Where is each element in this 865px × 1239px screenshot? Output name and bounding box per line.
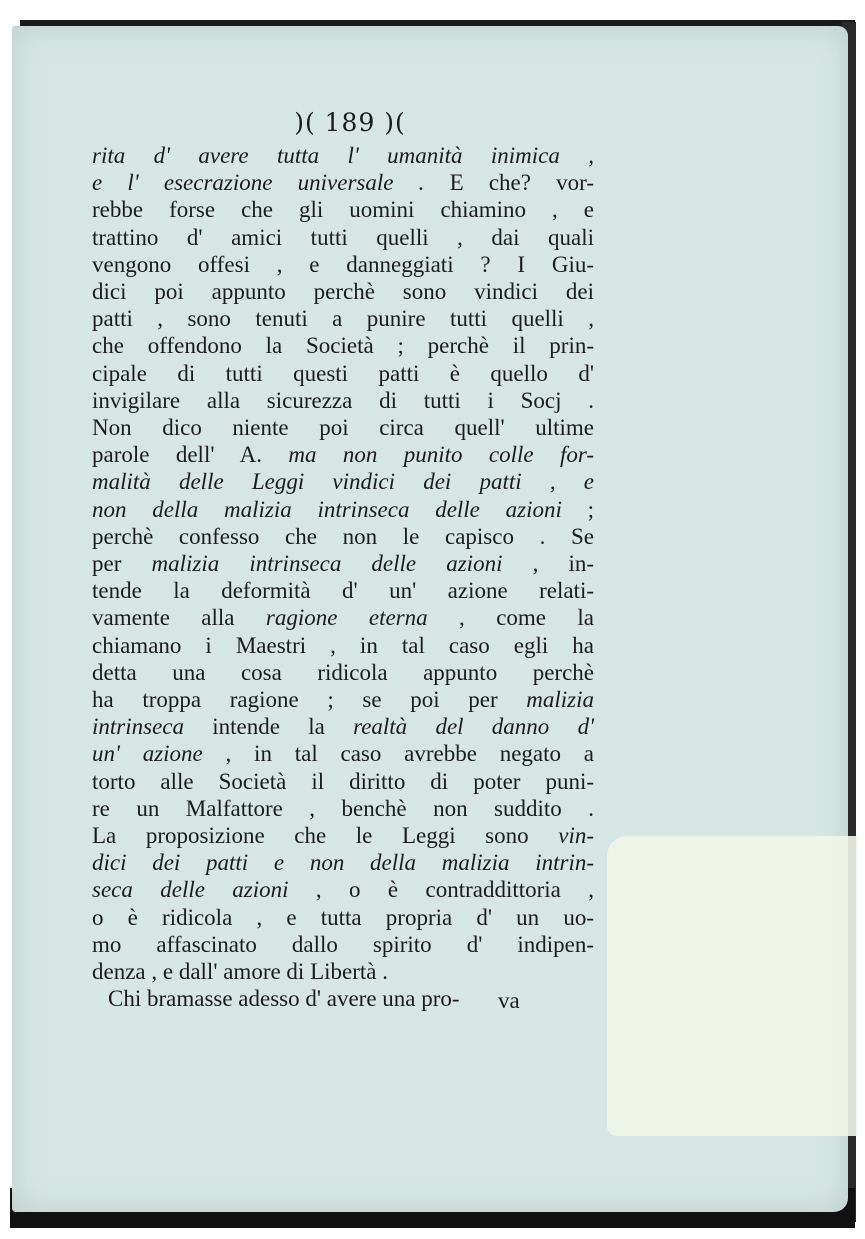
text-segment: re un Malfattore , benchè non suddito .	[92, 795, 594, 821]
text-line	[92, 740, 594, 767]
text-line	[92, 468, 594, 495]
text-line	[92, 632, 594, 659]
italic-phrase: realtà del danno d'	[353, 714, 594, 740]
text-line	[92, 305, 594, 332]
italic-phrase: un' azione	[92, 741, 203, 767]
italic-phrase: malizia intrinseca delle azioni	[151, 551, 503, 577]
text-line	[92, 387, 594, 414]
catchword: va	[498, 988, 520, 1013]
text-segment: che offendono la Società ; perchè il prin-	[92, 333, 594, 359]
text-segment: mo affascinato dallo spirito d' indipen-	[92, 931, 594, 957]
text-line	[92, 523, 594, 550]
italic-phrase: ma non punito colle for-	[288, 442, 594, 468]
text-line	[92, 550, 594, 577]
text-line	[92, 414, 594, 441]
text-segment: ha troppa ragione ; se poi per	[92, 687, 527, 713]
page-body-text	[92, 142, 594, 1013]
text-line	[92, 931, 594, 958]
text-line	[92, 686, 594, 713]
text-segment: denza , e dall' amore di Libertà .	[92, 959, 388, 985]
text-segment: intende la	[184, 714, 354, 740]
text-segment: , come la	[427, 605, 595, 631]
text-line	[92, 958, 594, 985]
page-number: )( 189 )(	[294, 108, 406, 137]
text-line	[92, 224, 594, 251]
italic-phrase: vin-	[558, 823, 594, 849]
text-segment: vengono offesi , e danneggiati ? I Giu-	[92, 251, 594, 277]
text-line	[92, 577, 594, 604]
text-segment: per	[92, 551, 152, 577]
text-segment: tende la deformità d' un' azione relati-	[92, 578, 594, 604]
italic-phrase: dici dei patti e non della malizia intrin-	[92, 850, 594, 876]
text-line	[92, 441, 594, 468]
text-segment: , o è contraddittoria ,	[288, 877, 595, 903]
italic-phrase: rita d' avere tutta l' umanità inimica ,	[92, 143, 594, 168]
text-segment: patti , sono tenuti a punire tutti quelli ,	[92, 306, 594, 332]
text-line	[92, 496, 594, 523]
text-line	[92, 332, 594, 359]
italic-phrase: intrinseca	[92, 714, 184, 740]
text-line	[92, 822, 594, 849]
text-line	[92, 795, 594, 822]
text-segment: vamente alla	[92, 605, 266, 631]
text-line	[92, 169, 594, 196]
paper-worn-area	[607, 836, 857, 1136]
italic-phrase: e l' esecrazione universale .	[92, 170, 450, 196]
text-line	[92, 849, 594, 876]
text-segment: Non dico niente poi circa quell' ultime	[92, 415, 594, 441]
text-segment: rebbe forse che gli uomini chiamino , e	[92, 197, 594, 223]
text-segment: trattino d' amici tutti quelli , dai quali	[92, 224, 594, 250]
text-line	[92, 904, 594, 931]
text-segment: La proposizione che le Leggi sono	[92, 823, 559, 849]
text-line	[92, 604, 594, 631]
italic-phrase: malità delle Leggi vindici dei patti , e	[92, 469, 594, 495]
text-line	[92, 196, 594, 223]
text-segment: , in tal caso avrebbe negato a	[202, 741, 595, 767]
text-segment: Chi bramasse adesso d' avere una pro-	[108, 986, 460, 1012]
text-segment: perchè confesso che non le capisco . Se	[92, 523, 594, 549]
text-segment: dici poi appunto perchè sono vindici dei	[92, 279, 594, 305]
italic-phrase: ragione eterna	[265, 605, 428, 631]
text-line	[92, 142, 594, 169]
text-line	[92, 360, 594, 387]
italic-phrase: malizia	[526, 687, 594, 713]
text-line	[92, 278, 594, 305]
text-line	[92, 768, 594, 795]
text-segment: chiamano i Maestri , in tal caso egli ha	[92, 632, 594, 658]
italic-phrase: non della malizia intrinseca delle azioni	[92, 496, 562, 522]
text-line	[92, 251, 594, 278]
text-segment: o è ridicola , e tutta propria d' un uo-	[92, 904, 594, 930]
text-line	[92, 876, 594, 903]
text-segment: E che? vor-	[449, 170, 594, 196]
text-segment: , in-	[502, 551, 594, 577]
text-segment: cipale di tutti questi patti è quello d'	[92, 360, 594, 386]
italic-phrase: seca delle azioni	[92, 877, 289, 903]
text-line	[92, 659, 594, 686]
text-line	[92, 713, 594, 740]
text-segment: parole dell' A.	[92, 442, 289, 468]
text-segment: torto alle Società il diritto di poter puni-	[92, 768, 594, 794]
text-segment: ;	[561, 496, 595, 522]
text-segment: detta una cosa ridicola appunto perchè	[92, 659, 594, 685]
text-segment: invigilare alla sicurezza di tutti i Socj .	[92, 387, 594, 413]
